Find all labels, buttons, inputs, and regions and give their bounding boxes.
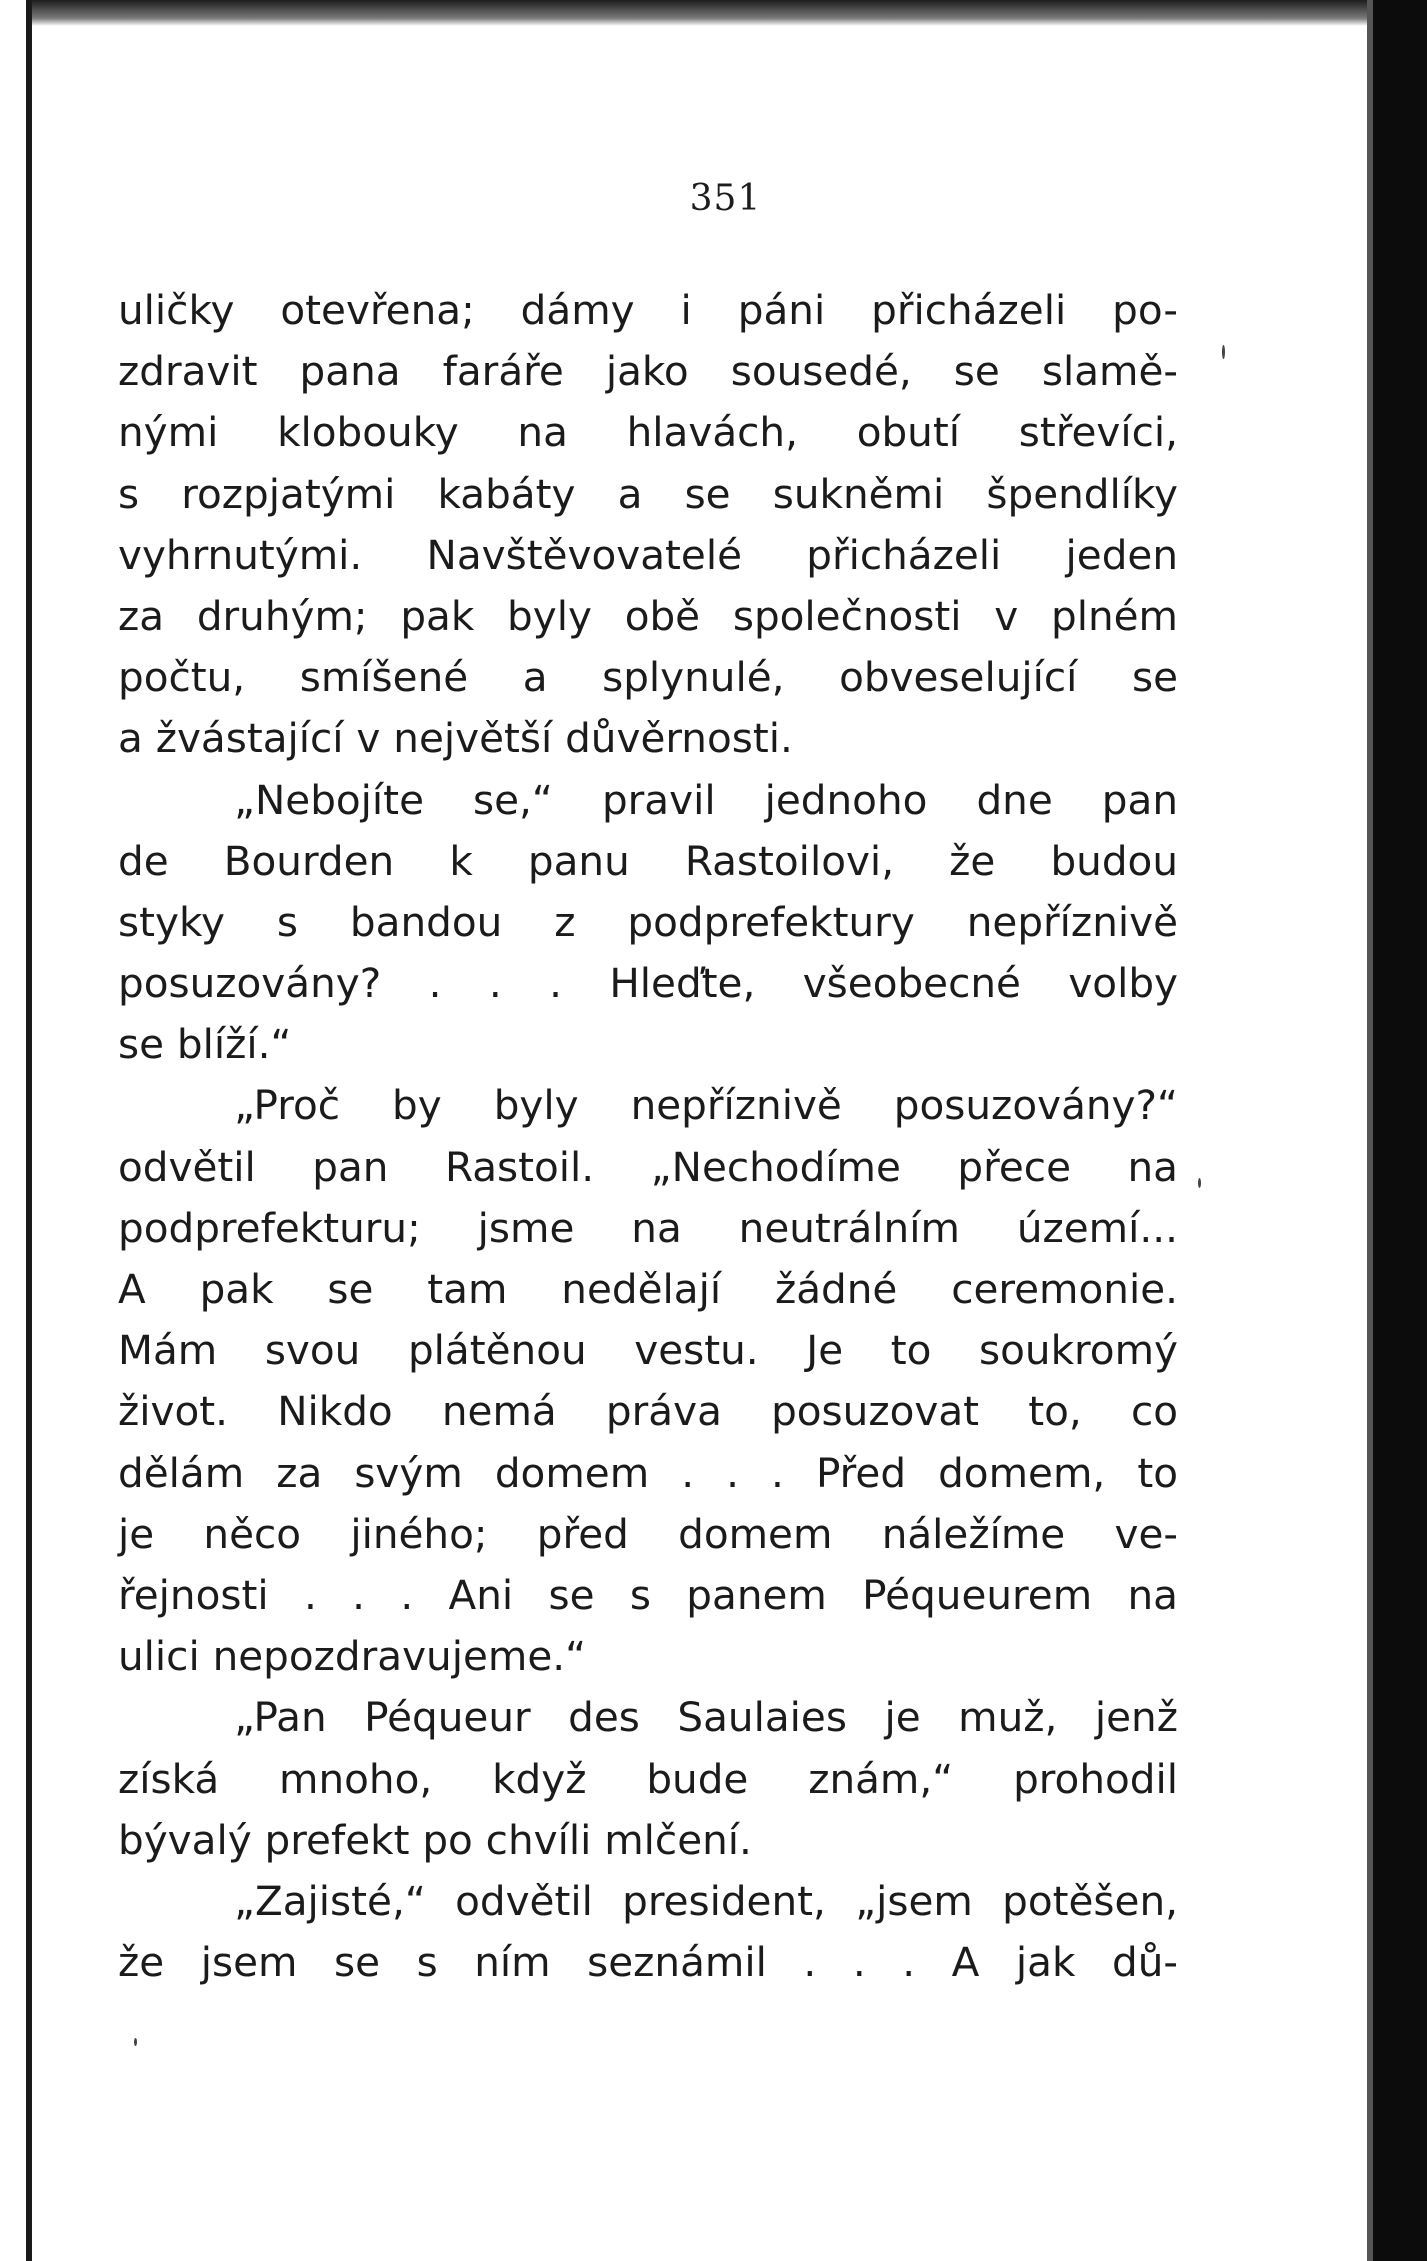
text-line: s rozpjatými kabáty a se sukněmi špendlíky — [118, 469, 1178, 518]
text-line: se blíží.“ — [118, 1020, 292, 1069]
text-line: a žvástající v největší důvěrnosti. — [118, 714, 793, 763]
text-line: uličky otevřena; dámy i páni přicházeli po- — [118, 286, 1178, 334]
scan-speck — [134, 2038, 137, 2046]
page-number: 351 — [689, 178, 762, 219]
scan-edge-right — [1373, 0, 1427, 2261]
text-line: je něco jiného; před domem náležíme ve- — [118, 1509, 1178, 1558]
text-line: A pak se tam nedělají žádné ceremonie. — [118, 1265, 1178, 1313]
text-line: „Nebojíte se,“ pravil jednoho dne pan — [234, 775, 1178, 824]
text-line: bývalý prefekt po chvíli mlčení. — [118, 1815, 752, 1864]
scan-edge-left — [0, 0, 32, 2261]
text-line: posuzovány? . . . Hleďte, všeobecné volby — [118, 959, 1178, 1008]
scan-edge-top — [26, 0, 1373, 26]
body-text — [118, 280, 1178, 1993]
text-line: vyhrnutými. Navštěvovatelé přicházeli jeden — [118, 530, 1178, 579]
scan-speck — [1222, 345, 1225, 359]
text-line: „Proč by byly nepříznivě posuzovány?“ — [234, 1081, 1178, 1130]
text-line: řejnosti . . . Ani se s panem Péqueurem na — [118, 1570, 1178, 1619]
text-line: dělám za svým domem . . . Před domem, to — [118, 1448, 1178, 1497]
text-line: získá mnoho, když bude znám,“ prohodil — [118, 1754, 1178, 1803]
scan-speck — [1198, 1178, 1201, 1188]
text-line: podprefekturu; jsme na neutrálním území... — [118, 1203, 1178, 1252]
text-line: počtu, smíšené a splynulé, obveselující se — [118, 653, 1178, 702]
text-line: nými klobouky na hlavách, obutí střevíci, — [118, 408, 1178, 457]
text-line: za druhým; pak byly obě společnosti v plném — [118, 591, 1178, 640]
text-line: styky s bandou z podprefektury nepříznivě — [118, 897, 1178, 946]
text-line: „Zajisté,“ odvětil president, „jsem potěšen, — [234, 1876, 1178, 1925]
text-line: de Bourden k panu Rastoilovi, že budou — [118, 836, 1178, 885]
text-line: Mám svou plátěnou vestu. Je to soukromý — [118, 1326, 1178, 1375]
text-line: ulici nepozdravujeme.“ — [118, 1632, 587, 1681]
text-line: že jsem se s ním seznámil . . . A jak dů- — [118, 1938, 1178, 1987]
text-line: odvětil pan Rastoil. „Nechodíme přece na — [118, 1142, 1178, 1191]
text-line: život. Nikdo nemá práva posuzovat to, co — [118, 1387, 1178, 1436]
text-line: „Pan Péqueur des Saulaies je muž, jenž — [234, 1693, 1178, 1742]
text-line: zdravit pana faráře jako sousedé, se slamě- — [118, 347, 1178, 396]
